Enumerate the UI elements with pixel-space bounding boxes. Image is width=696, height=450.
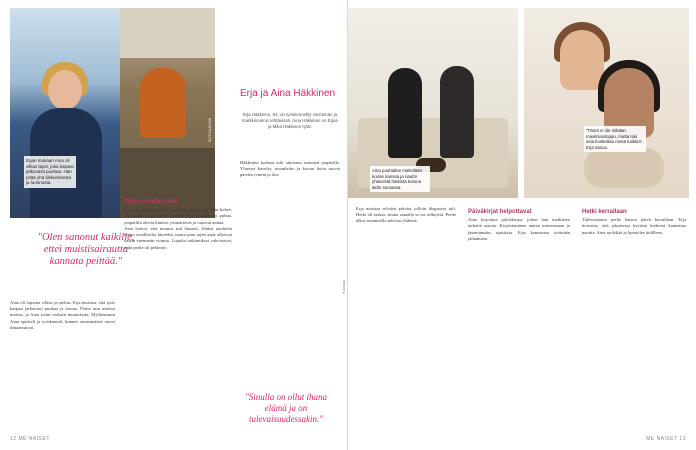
pull-quote: "Sinulla on ollut ihana elämä ja on tulevaisuudessakin." [244,392,328,424]
page-footer: 12 ME NAISET [10,436,50,442]
body-text-column [124,196,232,226]
photo-detail [440,66,474,158]
body-text-column: Aina kertoo, että muutos tuli hitaasti. Aluksi unohtelu tuntui tavalliselta kiireeltä, mutta pian arjen asiat alkoivat vaatia enemmän voimia. Lopulta tutkimukset vahvistivat, mitä perhe oli pelännyt. [124,226,232,250]
photo-credit: Kuvaaja [342,280,346,294]
photo-detail [388,68,422,158]
body-text-column: Häkkisten kodissa arki rakentuu rutiinien ympärille. Yhteiset kävelyt, ruoanlaitto ja koiran hoito tuovat päiviin rytmiä ja iloa. [240,160,340,178]
photo-detail [140,68,186,138]
living-room-photo [348,8,518,198]
body-text: Erja on puhunut asiasta avoimesti alusta asti. Hän kokee, että salailu vain lisäisi taakkaa. Kun asiasta voi puhua, ympärillä olevat ihmiset ymmärtävät ja osaavat auttaa. [124,207,232,225]
photo-detail [120,8,215,58]
article-intro: Erja Häkkinen, 64, on työskennellyt viestinnän ja markkinoinnin tehtävissä. Aina Häkkinen on Erjan ja Mika Häkkisen tytär. [241,112,339,129]
body-text-column [582,206,686,236]
photo-detail [48,70,82,110]
photo-caption: Aina puuhailee mielellään koiran kanssa ja nauttii yhteisistä hetkistä kotona äidin seurassa. [370,166,430,192]
body-text-column: Aina oli lapsena vilkas ja utelias. Erja muistaa, että tytär kaipasi jatkuvasti puuhaa ja seuraa. Perhe asui useissa maissa, ja Aina tottui varhain muutoksiin. Myöhemmin Aina opiskeli ja työskenteli, kunnes ensimmäiset oireet ilmaantuivat. [10,300,115,330]
right-page [342,0,696,450]
photo-credit: KOTIALBUMI [207,118,212,143]
subheading: Pitää uskaltaa elää [124,199,178,205]
photo-caption: "Tämä ei ole mikään maailmanloppu, mutta toki asia koskettaa meitä kaikkia", Erja sanoo. [584,126,646,152]
subheading: Päiväkirjat helpottavat [468,209,532,215]
subheading: Hetki kerrallaan [582,209,627,215]
page-footer: ME NAISET 13 [646,436,686,442]
body-text: Aina kirjoittaa päiväkirjaa, johon hän merkitsee tärkeitä asioita. Kirjoittaminen auttaa muistamaan ja jäsentämään ajatuksia. Erja kannustaa tytärtään jatkamaan. [468,217,570,241]
pull-quote: "Olen sanonut kaikille, ettei muistisairautta kannata peittää." [37,232,135,267]
outdoor-photo [120,8,215,218]
portrait-photo [10,8,120,218]
body-text-column [468,206,570,242]
photo-caption: Erjan mukaan Aina oli vilkas lapsi, joka kaipasi jatkuvasti puuhaa. Hän pitää yhä liikkumisesta ja luonnosta. [24,156,76,188]
body-text-column: Erja muistaa selvästi päivän, jolloin diagnoosi tuli. Hetki oli raskas, mutta samalla se toi selkeyttä. Perhe alkoi suunnitella tulevaa yhdessä. [356,206,456,224]
photo-detail [560,30,604,90]
photo-detail [584,148,664,188]
article-heading: Erja ja Aina Häkkinen [240,88,336,99]
portrait-photo [524,8,689,198]
body-text: Tulevaisuutta perhe katsoo päivä kerrallaan. Erja korostaa, että jokaisesta hyvästä hetkestä kannattaa nauttia. Aina nyökkää ja hymyilee äidilleen. [582,217,686,235]
